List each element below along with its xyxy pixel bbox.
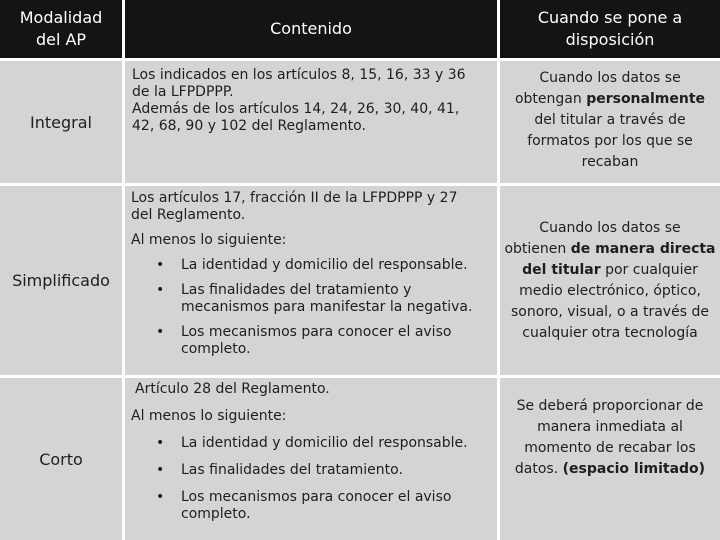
header-modalidad-line2: del AP [35,30,87,49]
bullet-line: • Los mecanismos para conocer el aviso [181,489,452,505]
row-simplificado-modalidad [0,186,122,375]
row-integral-cuando [500,61,720,183]
bullet-line: • Las finalidades del tratamiento. [181,462,403,478]
row-integral-contenido [125,61,497,183]
row-corto-contenido [125,378,497,540]
cuando-text: por cualquier [600,261,698,278]
row-corto-cuando [500,378,720,540]
bullet-line: • La identidad y domicilio del responsable. [181,257,468,273]
contenido-lead: Al menos lo siguiente: [131,232,287,248]
cuando-line [500,89,720,110]
header-cuando-line2: disposición [565,30,655,49]
modalidad-label: Corto [39,449,83,469]
contenido-bullet [131,435,491,452]
contenido-line: Además de los artículos 14, 24, 26, 30, 40, 41, [132,101,460,117]
cuando-emphasis: (espacio limitado) [562,461,706,477]
cuando-text: obtienen [504,240,571,257]
header-contenido-label: Contenido [270,19,352,38]
contenido-bullet [131,257,491,274]
cuando-line: recaban [581,154,639,170]
contenido-bullet [131,282,491,316]
contenido-bullet [131,489,491,523]
bullet-line: completo. [181,506,251,522]
contenido-intro [131,190,491,224]
row-simplificado-contenido [125,186,497,375]
row-integral-modalidad [0,61,122,183]
modalidad-label: Integral [30,112,92,132]
cuando-line [504,260,715,281]
bullet-line: • Los mecanismos para conocer el aviso [181,324,452,340]
header-modalidad [0,0,122,58]
row-simplificado-cuando [500,186,720,375]
cuando-line: manera inmediata al [537,419,683,435]
header-modalidad-line1: Modalidad [19,8,103,27]
cuando-text: obtengan [514,91,587,107]
cuando-emphasis: de manera directa [570,240,716,257]
cuando-line: del titular a través de [534,112,686,128]
header-contenido [125,0,497,58]
bullet-line: • La identidad y domicilio del responsable. [181,435,468,451]
bullet-line: mecanismos para manifestar la negativa. [181,299,473,315]
cuando-emphasis: personalmente [586,91,706,107]
cuando-line [504,239,715,260]
contenido-line: del Reglamento. [131,207,246,223]
cuando-line: cualquier otra tecnología [522,324,698,341]
cuando-line: sonoro, visual, o a través de [511,303,709,320]
cuando-line: Se deberá proporcionar de [516,398,704,414]
contenido-line: de la LFPDPPP. [132,84,234,100]
cuando-line: Cuando los datos se [539,70,681,86]
contenido-intro: Artículo 28 del Reglamento. [135,381,330,397]
row-corto-modalidad [0,378,122,540]
cuando-line: Cuando los datos se [539,219,681,236]
contenido-line: Los artículos 17, fracción II de la LFPDPPP y 27 [131,190,458,206]
cuando-line: medio electrónico, óptico, [519,282,701,299]
bullet-line: • Las finalidades del tratamiento y [181,282,412,298]
cuando-line [500,459,720,480]
contenido-bullet [131,462,491,479]
cuando-emphasis: del titular [522,261,601,278]
contenido-bullet [131,324,491,358]
cuando-line: momento de recabar los [524,440,696,456]
header-cuando-line1: Cuando se pone a [537,8,683,27]
cuando-text: datos. [514,461,563,477]
contenido-lead: Al menos lo siguiente: [131,408,287,424]
modalidad-label: Simplificado [12,271,110,290]
bullet-line: completo. [181,341,251,357]
contenido-line: Los indicados en los artículos 8, 15, 16, 33 y 36 [132,67,466,83]
cuando-line: formatos por los que se [527,133,693,149]
header-cuando [500,0,720,58]
contenido-line: 42, 68, 90 y 102 del Reglamento. [132,118,366,134]
